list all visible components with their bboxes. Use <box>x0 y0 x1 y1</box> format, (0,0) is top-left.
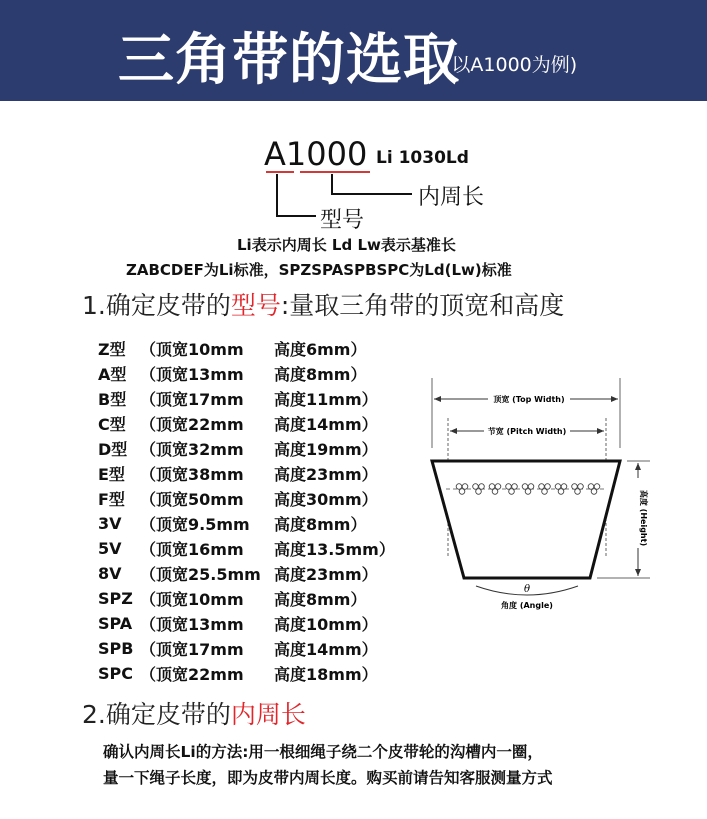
cord-strand <box>591 489 597 495</box>
spec-top-width: （顶宽25.5mm <box>140 565 261 584</box>
model-code: A1000 <box>264 135 368 173</box>
arrow-head <box>635 569 641 576</box>
cord-strand <box>459 489 465 495</box>
spec-row <box>98 636 434 661</box>
cord-strand <box>542 489 548 495</box>
spec-type: SPA <box>98 614 133 633</box>
spec-type: 3V <box>98 514 122 533</box>
spec-height: 高度8mm） <box>274 515 367 534</box>
page-subtitle: (以A1000为例) <box>444 54 578 76</box>
spec-height: 高度30mm） <box>274 490 378 509</box>
top-width-label: 顶宽 (Top Width) <box>493 395 565 404</box>
spec-type: SPC <box>98 664 133 683</box>
arrow-head <box>434 396 441 402</box>
spec-height: 高度14mm） <box>274 415 378 434</box>
spec-height: 高度13.5mm） <box>274 540 395 559</box>
belt-spec-table <box>98 336 434 686</box>
spec-top-width: （顶宽22mm <box>140 665 244 684</box>
spec-type: SPB <box>98 639 134 658</box>
spec-row <box>98 336 434 361</box>
spec-top-width: （顶宽38mm <box>140 465 244 484</box>
note-line-2: ZABCDEF为Li标准，SPZSPASPBSPC为Ld(Lw)标准 <box>126 261 512 279</box>
spec-top-width: （顶宽22mm <box>140 415 244 434</box>
tension-cords <box>456 484 600 495</box>
spec-row <box>98 436 434 461</box>
method-line-2: 量一下绳子长度，即为皮带内周长度。购买前请告知客服测量方式 <box>103 769 553 787</box>
spec-row <box>98 661 434 686</box>
spec-row <box>98 611 434 636</box>
spec-top-width: （顶宽16mm <box>140 540 244 559</box>
arrow-head <box>635 463 641 470</box>
pitch-width-label: 节宽 (Pitch Width) <box>487 427 567 436</box>
spec-height: 高度14mm） <box>274 640 378 659</box>
spec-height: 高度11mm） <box>274 390 378 409</box>
cord-strand <box>525 489 531 495</box>
method-line-1: 确认内周长Li的方法:用一根细绳子绕二个皮带轮的沟槽内一圈， <box>103 743 543 761</box>
model-length-suffix: Li 1030Ld <box>376 148 469 168</box>
spec-type: C型 <box>98 415 126 434</box>
spec-height: 高度8mm） <box>274 365 367 384</box>
spec-type: 8V <box>98 564 122 583</box>
arrow-head <box>611 396 618 402</box>
spec-row <box>98 561 434 586</box>
section-2-highlight: 内周长 <box>230 700 306 729</box>
cord-strand <box>558 489 564 495</box>
section-1-highlight: 型号 <box>230 291 281 320</box>
spec-height: 高度19mm） <box>274 440 378 459</box>
spec-top-width: （顶宽9.5mm <box>140 515 250 534</box>
spec-type: A型 <box>98 365 127 384</box>
spec-type: Z型 <box>98 340 126 359</box>
cord-strand <box>476 489 482 495</box>
cord-strand <box>575 489 581 495</box>
spec-top-width: （顶宽17mm <box>140 640 244 659</box>
section-1-heading <box>82 286 564 322</box>
spec-top-width: （顶宽17mm <box>140 390 244 409</box>
spec-height: 高度23mm） <box>274 565 378 584</box>
height-label: 高度 (Height) <box>639 489 648 547</box>
spec-type: F型 <box>98 490 125 509</box>
spec-row <box>98 511 434 536</box>
section-1-suffix: :量取三角带的顶宽和高度 <box>280 291 565 320</box>
spec-type: SPZ <box>98 589 133 608</box>
spec-type: E型 <box>98 465 125 484</box>
belt-cross-section-diagram <box>420 378 660 618</box>
cord-strand <box>509 489 515 495</box>
spec-row <box>98 486 434 511</box>
angle-label: 角度 (Angle) <box>501 601 553 610</box>
arrow-head <box>450 428 457 434</box>
spec-top-width: （顶宽32mm <box>140 440 244 459</box>
spec-height: 高度10mm） <box>274 615 378 634</box>
spec-top-width: （顶宽13mm <box>140 365 244 384</box>
cord-strand <box>492 489 498 495</box>
spec-height: 高度6mm） <box>274 340 367 359</box>
spec-top-width: （顶宽10mm <box>140 340 244 359</box>
spec-row <box>98 361 434 386</box>
spec-row <box>98 586 434 611</box>
section-2-prefix: 2.确定皮带的 <box>82 700 231 729</box>
spec-type: B型 <box>98 390 127 409</box>
spec-row <box>98 411 434 436</box>
spec-top-width: （顶宽50mm <box>140 490 244 509</box>
type-label: 型号 <box>320 208 365 233</box>
spec-type: D型 <box>98 440 128 459</box>
spec-table-body <box>98 336 434 686</box>
spec-row <box>98 461 434 486</box>
spec-row <box>98 386 434 411</box>
section-2-heading <box>82 695 306 731</box>
spec-height: 高度18mm） <box>274 665 378 684</box>
section-1-prefix: 1.确定皮带的 <box>82 291 231 320</box>
spec-height: 高度23mm） <box>274 465 378 484</box>
arrow-head <box>597 428 604 434</box>
spec-type: 5V <box>98 539 122 558</box>
spec-row <box>98 536 434 561</box>
spec-top-width: （顶宽10mm <box>140 590 244 609</box>
inner-perimeter-label: 内周长 <box>418 185 485 210</box>
page-title: 三角带的选取 <box>118 28 460 93</box>
spec-top-width: （顶宽13mm <box>140 615 244 634</box>
spec-height: 高度8mm） <box>274 590 367 609</box>
angle-theta: θ <box>523 584 531 595</box>
belt-trapezoid <box>432 461 620 578</box>
note-line-1: Li表示内周长 Ld Lw表示基准长 <box>237 236 456 254</box>
